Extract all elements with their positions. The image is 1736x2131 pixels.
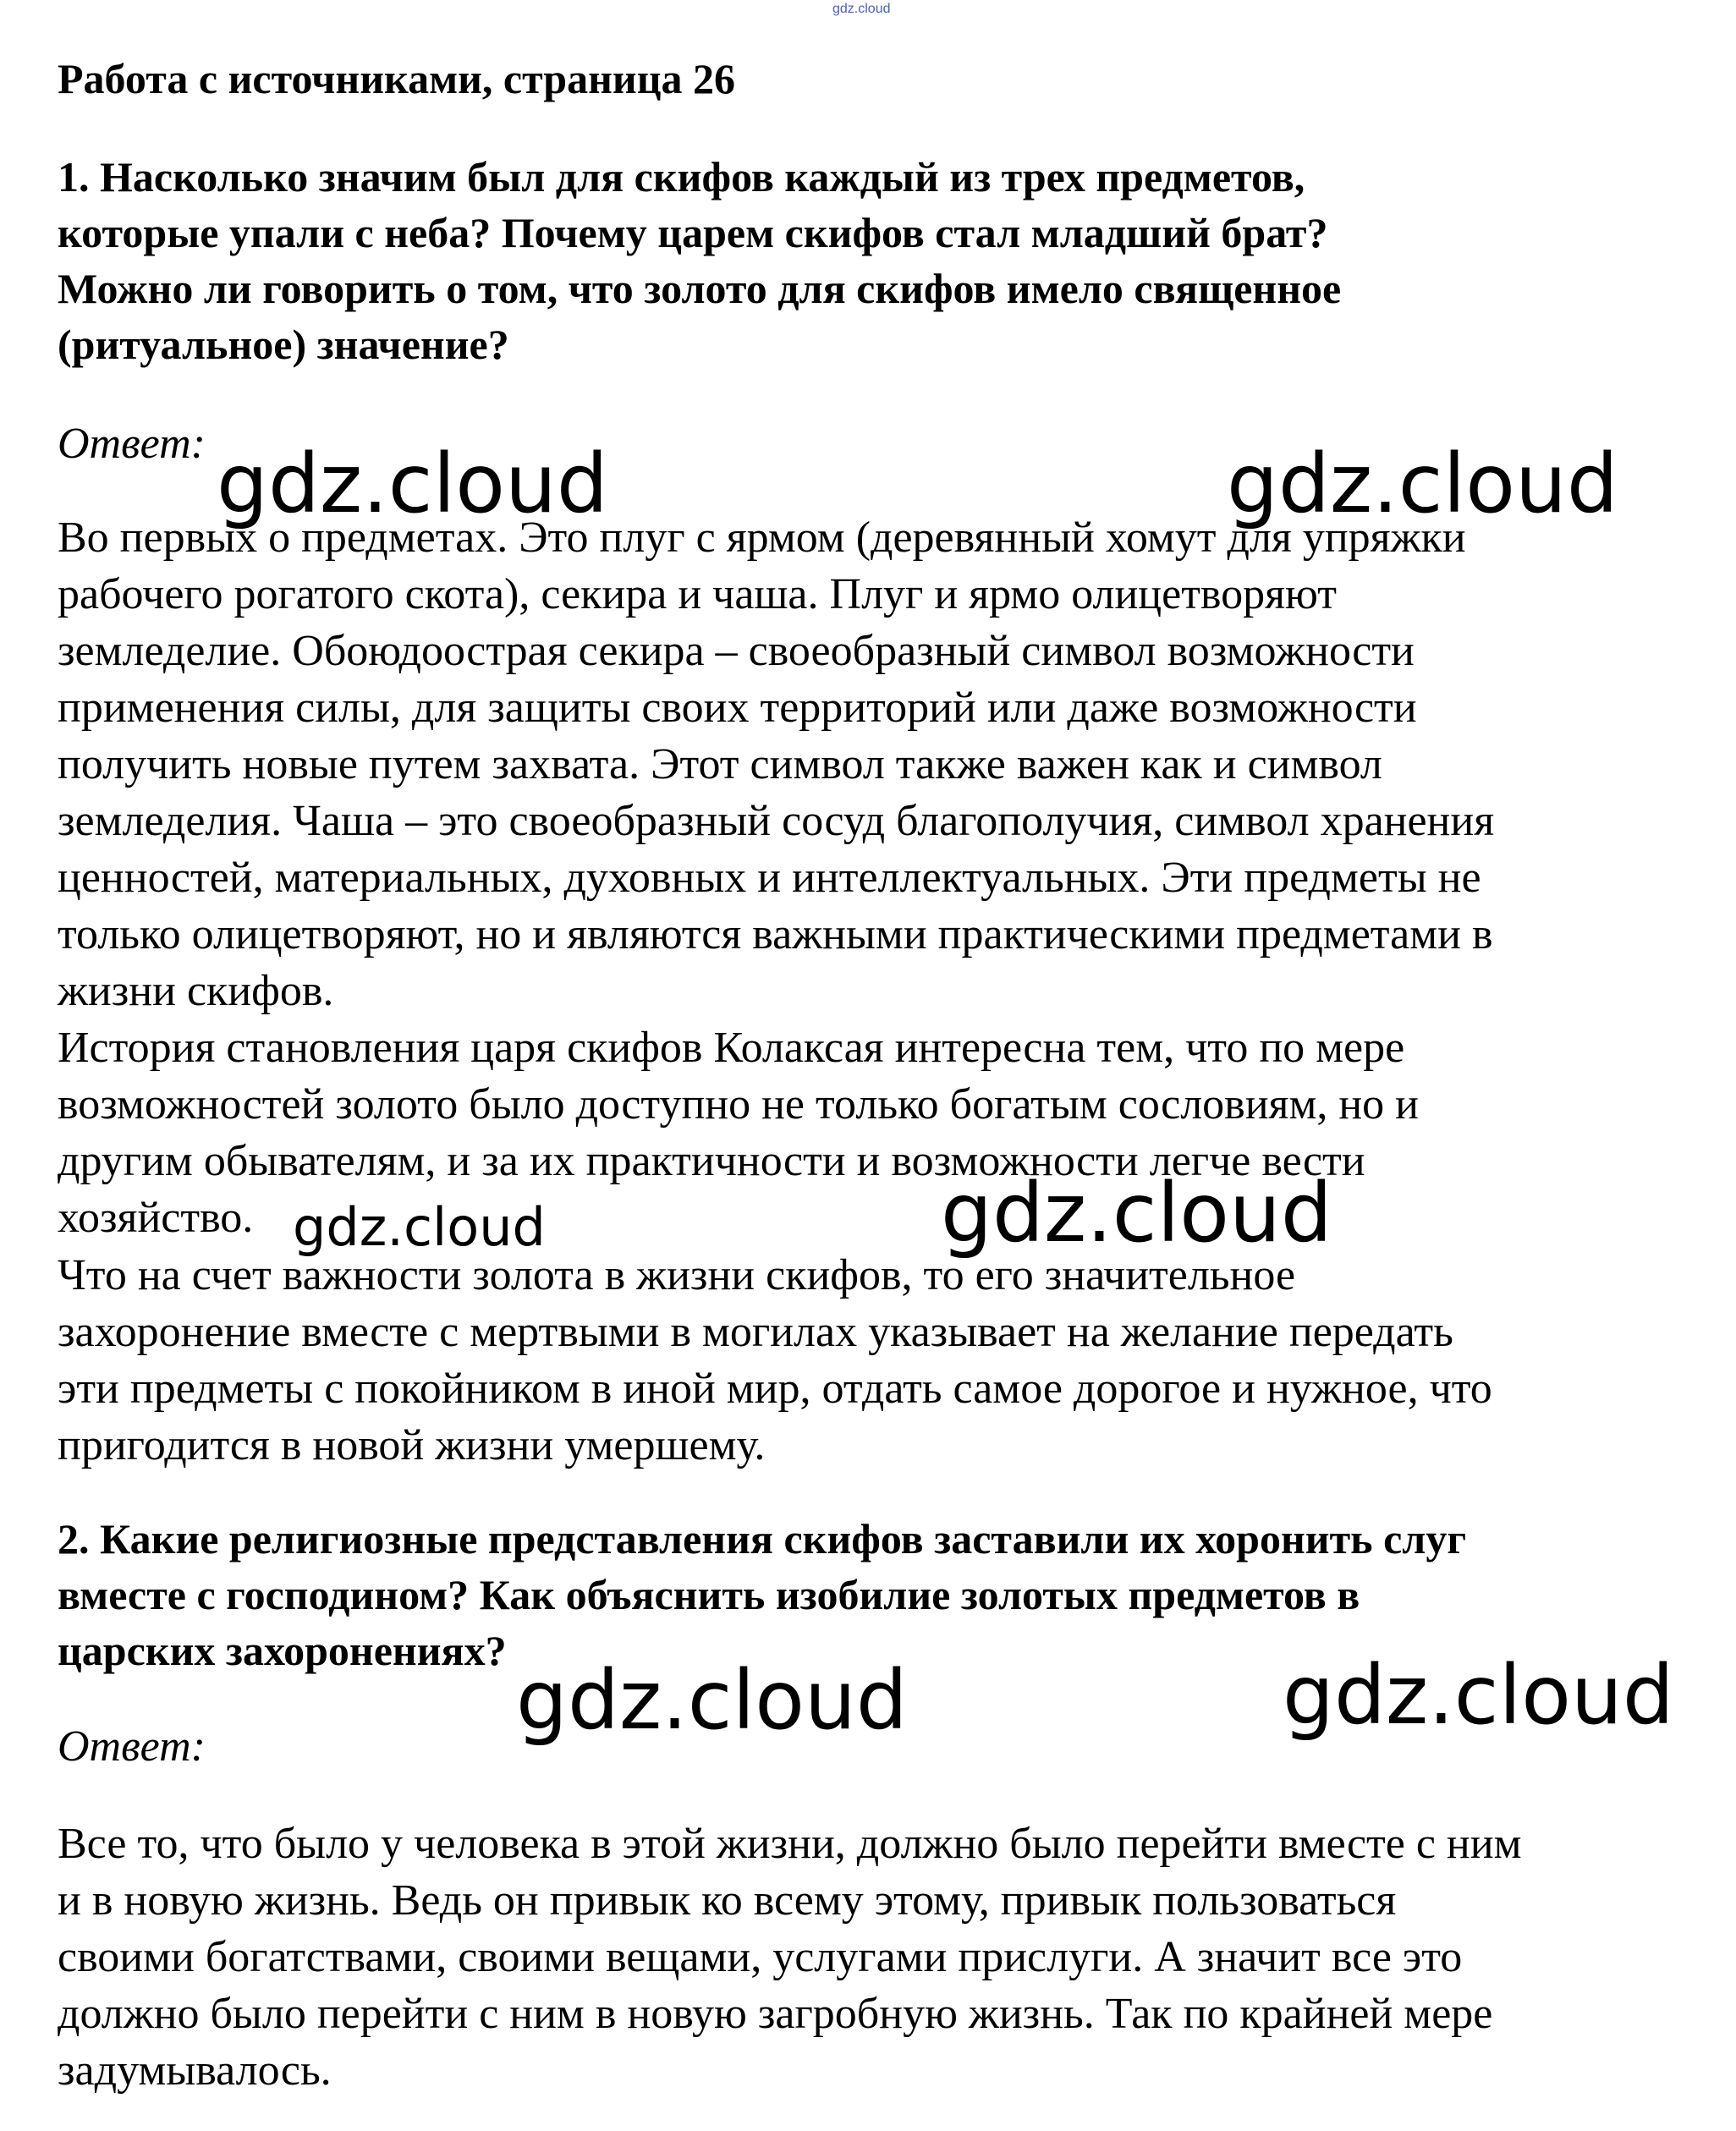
answer-2: Все то, что было у человека в этой жизни, должно было перейти вместе с ним и в новую жизнь. Ведь он привык ко всему этому, привык пользоваться своими богатствами, своими вещами, услугами прислуги. А значит все это должно было перейти с ним в новую загробную жизнь. Так по крайней мере задумывалось. <box>58 1820 1522 2095</box>
watermark-1: gdz.cloud <box>217 437 608 531</box>
answer-label-1: Ответ: <box>58 420 206 468</box>
question-2: 2. Какие религиозные представления скифов заставили их хоронить слуг вместе с господином? Как объяснить изобилие золотых предметов в царских захоронениях? <box>58 1515 1467 1674</box>
answer-1-part-1: Во первых о предметах. Это плуг с ярмом (деревянный хомут для упряжки рабочего рогатого скота), секира и чаша. Плуг и ярмо олицетворяют земледелие. Обоюдоострая секира – своеобразный символ возможности применения силы, для защиты своих территорий или даже возможности получить новые путем захвата. Этот символ также важен как и символ земледелия. Чаша – это своеобразный сосуд благополучия, символ хранения ценностей, материальных, духовных и интеллектуальных. Эти предметы не только олицетворяют, но и являются важными практическими предметами в жизни скифов. История становления царя скифов Колаксая интересна тем, что по мере возможностей золото было доступно не только богатым сословиям, но и другим обывателям, и за их практичности и возможности легче вести хозяйство. <box>58 514 1495 1242</box>
watermark-top: gdz.cloud <box>832 2 891 16</box>
question-1: 1. Насколько значим был для скифов каждый из трех предметов, которые упали с неба? Почему царем скифов стал младший брат? Можно ли говорить о том, что золото для скифов имело священное (ритуальное) значение? <box>58 153 1342 368</box>
watermark-2: gdz.cloud <box>1227 437 1618 531</box>
watermark-3: gdz.cloud <box>293 1196 546 1258</box>
watermark-5: gdz.cloud <box>516 1653 908 1748</box>
answer-label-2: Ответ: <box>58 1722 206 1771</box>
watermark-4: gdz.cloud <box>941 1166 1332 1260</box>
watermark-6: gdz.cloud <box>1283 1648 1674 1743</box>
answer-1-part-2: Что на счет важности золота в жизни скифов, то его значительное захоронение вместе с мертвыми в могилах указывает на желание передать эти предметы с покойником в иной мир, отдать самое дорогое и нужное, что пригодится в новой жизни умершему. <box>58 1251 1492 1469</box>
page-title: Работа с источниками, страница 26 <box>58 55 736 102</box>
